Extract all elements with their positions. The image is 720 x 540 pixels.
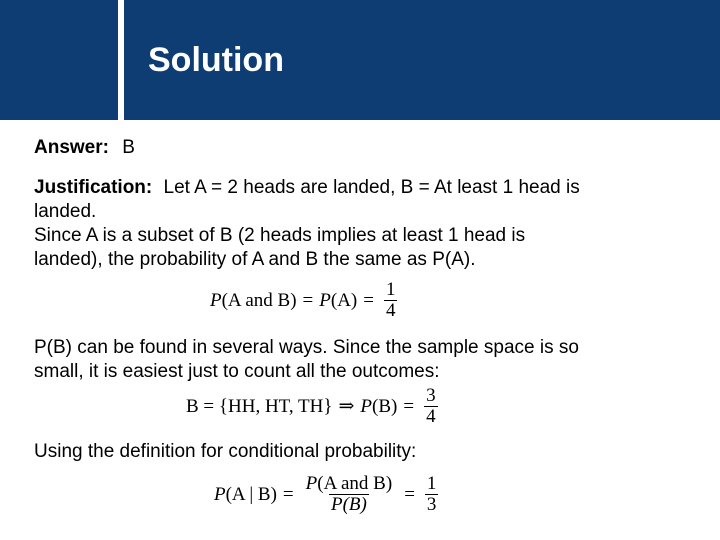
eq3-lhs-arg: (A | B) xyxy=(225,483,277,505)
equation-2 xyxy=(186,386,442,427)
justification-line-3: Since A is a subset of B (2 heads implies at least 1 head is xyxy=(34,225,526,246)
justification-line-2: landed. xyxy=(34,201,97,222)
header-bar xyxy=(0,0,720,120)
eq2-arg: (B) xyxy=(372,395,398,417)
answer-label: Answer: xyxy=(34,137,109,158)
header-divider xyxy=(118,0,124,120)
eq1-numerator: 1 xyxy=(385,279,396,300)
eq3-main-denominator xyxy=(329,494,369,515)
eq3-den-arg: (B) xyxy=(342,494,367,515)
eq3-num-fn: P xyxy=(305,473,318,494)
para3-line-1: Using the definition for conditional probability: xyxy=(34,441,417,462)
answer-value: B xyxy=(122,137,135,158)
eq3-equals: = xyxy=(282,483,294,505)
eq1-rhs-arg: (A) xyxy=(330,289,358,311)
eq3-result-numerator: 1 xyxy=(426,473,437,494)
eq3-result-fraction xyxy=(425,474,439,515)
equation-3 xyxy=(214,474,442,515)
page-title: Solution xyxy=(148,41,284,79)
eq1-denominator: 4 xyxy=(385,300,396,321)
eq3-lhs-fn: P xyxy=(214,483,226,505)
eq3-equals-2: = xyxy=(404,483,415,505)
eq1-equals: = xyxy=(302,289,314,311)
justification-block xyxy=(34,176,694,272)
equation-1: P (A and B) = P (A) = $\frac{1}{4}$ xyxy=(210,279,396,321)
eq2-denominator: 4 xyxy=(426,406,436,427)
answer-line xyxy=(34,136,694,160)
justification-label: Justification: xyxy=(34,177,153,198)
eq2-arrow: ⇒ xyxy=(338,396,355,417)
justification-line-1 xyxy=(34,176,694,200)
eq2-equals: = xyxy=(403,395,415,417)
eq1-rhs-fn: P xyxy=(319,289,331,311)
eq1-lhs-fn: P xyxy=(210,289,222,311)
eq1-lhs-arg: (A and B) xyxy=(221,289,297,311)
eq3-main-numerator xyxy=(304,474,395,494)
eq1-fraction xyxy=(384,280,398,321)
paragraph-2 xyxy=(34,336,694,384)
para2-line-1: P(B) can be found in several ways. Since the sample space is so xyxy=(34,337,579,358)
eq2-fn: P xyxy=(360,395,373,417)
paragraph-3 xyxy=(34,440,694,464)
eq3-num-arg: (A and B) xyxy=(317,473,393,494)
eq2-numerator: 3 xyxy=(426,385,436,406)
eq2-fraction xyxy=(424,386,438,427)
para2-line-2: small, it is easiest just to count all the outcomes: xyxy=(34,361,440,382)
eq3-result-denominator: 3 xyxy=(426,494,437,515)
eq3-den-fn: P xyxy=(330,494,343,515)
justification-line-4: landed), the probability of A and B the same as P(A). xyxy=(34,249,476,270)
eq2-set: B = {HH, HT, TH} xyxy=(186,395,333,417)
eq3-main-fraction xyxy=(304,474,395,515)
justification-text-1: Let A = 2 heads are landed, B = At least 1 head is xyxy=(163,177,580,198)
